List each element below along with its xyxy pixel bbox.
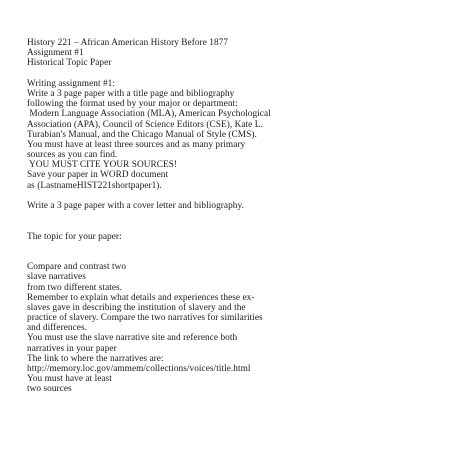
writing-assignment-line: Write a 3 page paper with a title page and bibliography: [27, 88, 235, 99]
writing-assignment-line: Writing assignment #1:: [27, 78, 116, 89]
writing-assignment-line: Turabian's Manual, and the Chicago Manual of Style (CMS).: [27, 129, 257, 140]
assignment-number: Assignment #1: [27, 48, 84, 59]
cite-sources-notice: YOU MUST CITE YOUR SOURCES!: [27, 160, 178, 171]
spacer: [27, 242, 447, 262]
topic-line: two sources: [27, 384, 72, 395]
writing-assignment-line: following the format used by your major or department:: [27, 99, 238, 110]
writing-assignment-line: Association (APA), Council of Science Editors (CSE), Kate L.: [27, 119, 263, 130]
topic-line: practice of slavery. Compare the two narratives for similarities: [27, 313, 263, 324]
writing-assignment-section: [27, 79, 447, 191]
topic-line: Remember to explain what details and experiences these ex-: [27, 292, 255, 303]
writing-assignment-line: You must have at least three sources and as many primary: [27, 139, 246, 150]
writing-assignment-line: as (LastnameHIST221shortpaper1).: [27, 180, 162, 191]
writing-assignment-line: sources as you can find.: [27, 150, 118, 161]
spacer: [27, 191, 447, 201]
spacer: [27, 69, 447, 79]
topic-heading: The topic for your paper:: [27, 231, 122, 242]
course-title: History 221 – African American History Before 1877: [27, 38, 229, 48]
topic-section: [27, 262, 447, 394]
writing-assignment-line: Modern Language Association (MLA), American Psychological: [27, 109, 271, 120]
topic-line: slave narratives: [27, 272, 86, 283]
topic-line: Compare and contrast two: [27, 262, 127, 273]
topic-line: You must have at least: [27, 374, 112, 385]
spacer: [27, 211, 447, 231]
narratives-link: http://memory.loc.gov/ammem/collections/voices/title.html: [27, 364, 251, 375]
paper-type: Historical Topic Paper: [27, 58, 112, 69]
writing-assignment-line: Save your paper in WORD document: [27, 170, 169, 181]
topic-line: The link to where the narratives are:: [27, 353, 164, 364]
cover-letter-instruction: Write a 3 page paper with a cover letter and bibliography.: [27, 201, 244, 211]
topic-line: You must use the slave narrative site and reference both: [27, 333, 238, 344]
topic-line: from two different states.: [27, 282, 123, 293]
topic-line: and differences.: [27, 323, 87, 334]
topic-line: narratives in your paper: [27, 343, 117, 354]
topic-line: slaves gave in describing the institution of slavery and the: [27, 302, 246, 313]
document-body: [27, 38, 447, 395]
